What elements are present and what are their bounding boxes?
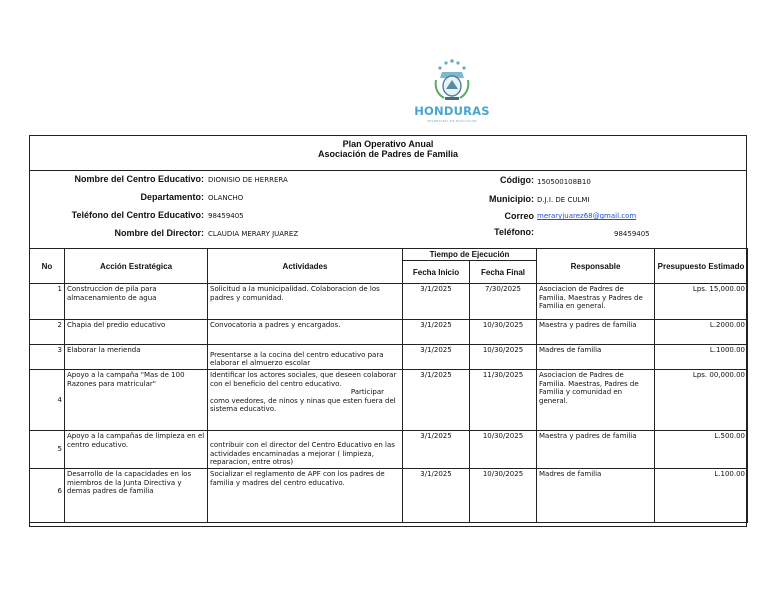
logo-subtitle: SECRETARÍA DE EDUCACIÓN — [427, 119, 477, 123]
school-label: Nombre del Centro Educativo: — [74, 174, 204, 184]
row-start: 3/1/2025 — [403, 320, 470, 345]
plan-table — [29, 248, 748, 523]
code-label: Código: — [500, 175, 534, 185]
row-action: Elaborar la merienda — [65, 345, 208, 370]
row-action: Construccion de pila para almacenamiento de agua — [65, 284, 208, 320]
row-number: 5 — [30, 431, 65, 469]
row-activity: contribuir con el director del Centro Educativo en las actividades encaminadas a mejorar ( limpieza, reparacion, entre otros) — [208, 431, 403, 469]
email-label: Correo — [504, 211, 534, 221]
logo-wordmark: HONDURAS — [414, 104, 490, 118]
row-responsible: Asociacion de Padres de Familia. Maestras y Padres de Familia en general. — [537, 284, 655, 320]
director-label: Nombre del Director: — [114, 228, 204, 238]
row-activity-cell — [208, 370, 403, 431]
row-budget: L.1000.00 — [655, 345, 748, 370]
row-number: 1 — [30, 284, 65, 320]
school-phone-value: 98459405 — [208, 212, 244, 220]
row-activity: Convocatoria a padres y encargados. — [208, 320, 403, 345]
row-end: 10/30/2025 — [470, 469, 537, 523]
header-end: Fecha Final — [470, 261, 537, 284]
row-number: 2 — [30, 320, 65, 345]
row-number: 6 — [30, 469, 65, 523]
row-action: Apoyo a la campañas de limpieza en el centro educativo. — [65, 431, 208, 469]
row-start: 3/1/2025 — [403, 345, 470, 370]
row-responsible: Madres de familia — [537, 345, 655, 370]
row-budget: L.500.00 — [655, 431, 748, 469]
row-budget: L.100.00 — [655, 469, 748, 523]
table-row — [30, 320, 748, 345]
code-value: 150500108B10 — [537, 178, 591, 186]
row-number: 3 — [30, 345, 65, 370]
table-row — [30, 469, 748, 523]
phone-label: Teléfono: — [494, 227, 534, 237]
row-end: 10/30/2025 — [470, 345, 537, 370]
school-value: DIONISIO DE HERRERA — [208, 176, 288, 184]
row-responsible: Maestra y padres de familia — [537, 431, 655, 469]
row-action: Chapia del predio educativo — [65, 320, 208, 345]
row-activity: Presentarse a la cocina del centro educativo para elaborar el almuerzo escolar — [208, 345, 403, 370]
row-activity-part: Participar — [350, 388, 384, 397]
row-number: 4 — [30, 370, 65, 431]
table-row — [30, 370, 748, 431]
document-title: Plan Operativo Anual — [342, 139, 434, 149]
row-budget: L.2000.00 — [655, 320, 748, 345]
row-action: Desarrollo de la capacidades en los miembros de la Junta Directiva y demas padres de familia — [65, 469, 208, 523]
row-action: Apoyo a la campaña "Mas de 100 Razones para matricular" — [65, 370, 208, 431]
header-time: Tiempo de Ejecución — [403, 249, 537, 261]
department-label: Departamento: — [140, 192, 204, 202]
email-link[interactable]: meraryjuarez68@gmail.com — [537, 212, 637, 220]
honduras-logo — [408, 58, 496, 126]
row-end: 10/30/2025 — [470, 431, 537, 469]
row-activity: Solicitud a la municipalidad. Colaboracion de los padres y comunidad. — [208, 284, 403, 320]
table-row — [30, 345, 748, 370]
row-activity: Socializar el reglamento de APF con los padres de familia y madres del centro educativo. — [208, 469, 403, 523]
row-budget: Lps. 15,000.00 — [655, 284, 748, 320]
municipality-label: Municipio: — [489, 194, 534, 204]
table-row — [30, 431, 748, 469]
row-start: 3/1/2025 — [403, 284, 470, 320]
row-end: 7/30/2025 — [470, 284, 537, 320]
row-start: 3/1/2025 — [403, 370, 470, 431]
row-budget: Lps. 00,000.00 — [655, 370, 748, 431]
header-responsible: Responsable — [537, 249, 655, 284]
row-end: 10/30/2025 — [470, 320, 537, 345]
school-phone-label: Teléfono del Centro Educativo: — [71, 210, 204, 220]
director-value: CLAUDIA MERARY JUAREZ — [208, 230, 299, 238]
row-activity-part: como veedores, de ninos y ninas que esten fuera del sistema educativo. — [210, 396, 396, 414]
header-start: Fecha Inicio — [403, 261, 470, 284]
department-value: OLANCHO — [208, 194, 244, 202]
row-responsible: Asociacion de Padres de Familia. Maestras, Padres de Familia y comunidad en general. — [537, 370, 655, 431]
row-activity: Identificar los actores sociales, que deseen colaborar con el beneficio del centro educativo. — [210, 371, 397, 388]
header-activities: Actividades — [208, 249, 403, 284]
phone-value: 98459405 — [614, 230, 650, 238]
row-start: 3/1/2025 — [403, 469, 470, 523]
row-end: 11/30/2025 — [470, 370, 537, 431]
coat-of-arms-icon — [408, 58, 496, 104]
row-start: 3/1/2025 — [403, 431, 470, 469]
document-title-box — [29, 135, 747, 171]
document-subtitle: Asociación de Padres de Familia — [317, 149, 459, 159]
header-budget: Presupuesto Estimado — [655, 249, 748, 284]
header-action: Acción Estratégica — [65, 249, 208, 284]
row-responsible: Madres de familia — [537, 469, 655, 523]
row-responsible: Maestra y padres de familia — [537, 320, 655, 345]
header-no: No — [30, 249, 65, 284]
municipality-value: D.J.I. DE CULMI — [537, 196, 590, 204]
table-row — [30, 284, 748, 320]
